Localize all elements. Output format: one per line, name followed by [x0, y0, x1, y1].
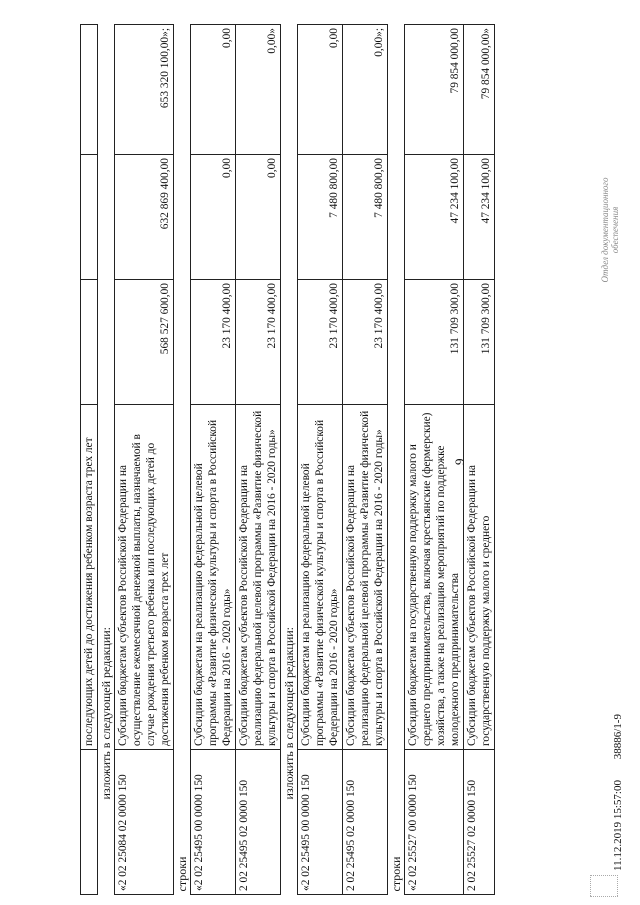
name-cell: Субсидии бюджетам субъектов Российской Федерации на реализацию федеральной целевой программы «Развитие физической культуры и спорта в Российской Федерации на 2016 - 2020 годы» [236, 405, 281, 750]
name-cell: Субсидии бюджетам на реализацию федеральной целевой программы «Развитие физической культуры и спорта в Российской Федерации на 2016 - 2020 годы» [298, 405, 343, 750]
section-heading-row [98, 25, 115, 895]
value-2021-cell: 0,00 [298, 25, 343, 155]
value-2019-cell [81, 280, 98, 405]
table-row [464, 25, 495, 895]
value-2019-cell: 23 170 400,00 [343, 280, 388, 405]
section-heading-row [388, 25, 405, 895]
section-heading-row [174, 25, 191, 895]
value-2019-cell: 23 170 400,00 [298, 280, 343, 405]
page-number: 9 [452, 458, 467, 465]
value-2019-cell: 568 527 600,00 [115, 280, 174, 405]
section-heading: строки [389, 856, 403, 892]
code-cell: «2 02 25495 00 0000 150 [298, 750, 343, 895]
value-2019-cell: 23 170 400,00 [191, 280, 236, 405]
value-2021-cell: 0,00 [191, 25, 236, 155]
code-cell: «2 02 25495 00 0000 150 [191, 750, 236, 895]
section-heading: изложить в следующей редакции: [99, 626, 113, 800]
value-2020-cell: 0,00 [191, 155, 236, 280]
value-2019-cell: 23 170 400,00 [236, 280, 281, 405]
footer-datetime: 11.12.2019 15:57:00 [612, 780, 624, 871]
code-cell: 2 02 25527 02 0000 150 [464, 750, 495, 895]
budget-table-body [81, 25, 495, 895]
value-2020-cell: 0,00 [236, 155, 281, 280]
name-cell: Субсидии бюджетам на государственную поддержку малого и среднего предпринимательства, включая крестьянские (фермерские) хозяйства, а также на реализацию мероприятий по поддержке молодежного предпринимательства [405, 405, 464, 750]
table-row [81, 25, 98, 895]
table-row [236, 25, 281, 895]
department-stamp: Отдел документационного обеспечения [600, 177, 620, 283]
code-cell [81, 750, 98, 895]
code-cell: «2 02 25527 00 0000 150 [405, 750, 464, 895]
name-cell: Субсидии бюджетам субъектов Российской Федерации на реализацию федеральной целевой программы «Развитие физической культуры и спорта в Российской Федерации на 2016 - 2020 годы» [343, 405, 388, 750]
footer-doc-id: 38886/1-9 [612, 714, 624, 760]
name-cell: Субсидии бюджетам на реализацию федеральной целевой программы «Развитие физической культуры и спорта в Российской Федерации на 2016 - 2020 годы» [191, 405, 236, 750]
code-cell: 2 02 25495 02 0000 150 [236, 750, 281, 895]
code-cell: 2 02 25495 02 0000 150 [343, 750, 388, 895]
budget-table [80, 24, 495, 895]
table-row [343, 25, 388, 895]
footer [612, 696, 624, 871]
section-heading: изложить в следующей редакции: [282, 626, 296, 800]
value-2019-cell: 131 709 300,00 [405, 280, 464, 405]
value-2020-cell [81, 155, 98, 280]
value-2020-cell: 7 480 800,00 [298, 155, 343, 280]
value-2021-cell: 0,00» [236, 25, 281, 155]
table-row [405, 25, 464, 895]
value-2021-cell: 0,00»; [343, 25, 388, 155]
budget-table-container [80, 25, 495, 895]
table-row [191, 25, 236, 895]
name-cell: Субсидии бюджетам субъектов Российской Федерации на осуществление ежемесячной денежной выплаты, назначаемой в случае рождения третьего ребенка или последующих детей до достижения ребенком возраста трех лет [115, 405, 174, 750]
code-cell: «2 02 25084 02 0000 150 [115, 750, 174, 895]
value-2021-cell: 79 854 000,00» [464, 25, 495, 155]
name-cell: последующих детей до достижения ребенком возраста трех лет [81, 405, 98, 750]
value-2020-cell: 632 869 400,00 [115, 155, 174, 280]
value-2021-cell [81, 25, 98, 155]
table-row [115, 25, 174, 895]
value-2020-cell: 47 234 100,00 [464, 155, 495, 280]
table-row [298, 25, 343, 895]
section-heading: строки [175, 856, 189, 892]
value-2020-cell: 47 234 100,00 [405, 155, 464, 280]
name-cell: Субсидии бюджетам субъектов Российской Федерации на государственную поддержку малого и среднего [464, 405, 495, 750]
value-2020-cell: 7 480 800,00 [343, 155, 388, 280]
value-2021-cell: 653 320 100,00»; [115, 25, 174, 155]
value-2019-cell: 131 709 300,00 [464, 280, 495, 405]
value-2021-cell: 79 854 000,00 [405, 25, 464, 155]
qr-mark [590, 875, 618, 897]
section-heading-row [281, 25, 298, 895]
